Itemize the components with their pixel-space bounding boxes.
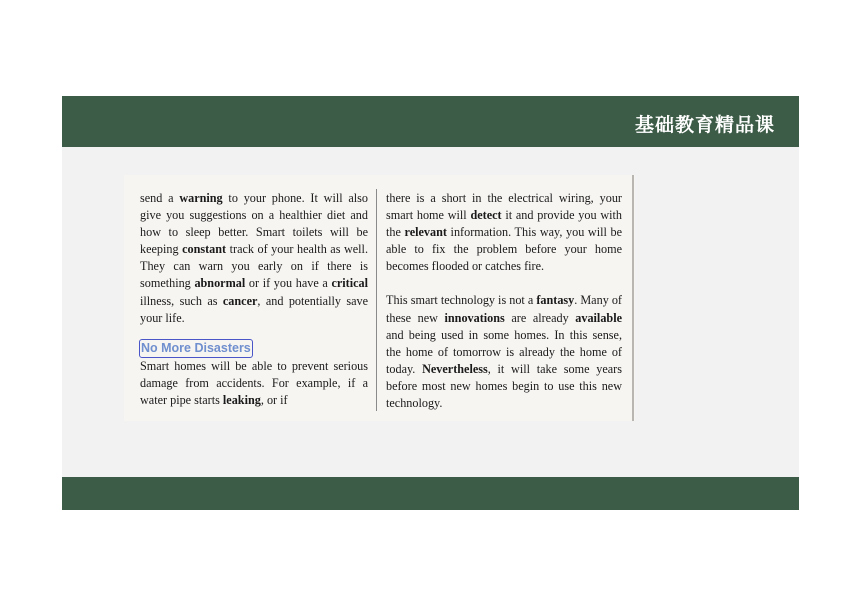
vocabulary-word: relevant xyxy=(404,225,447,240)
vocabulary-word: Nevertheless xyxy=(422,361,488,376)
page-edge-shadow xyxy=(632,175,634,421)
vocabulary-word: constant xyxy=(182,242,227,257)
text-run: . Many of these new xyxy=(386,293,622,325)
vocabulary-word: warning xyxy=(179,191,223,205)
text-run: This smart technology is not a xyxy=(386,293,537,308)
text-run: to your phone. It will also give you suggestions on a healthier diet and how to sleep better. Smart toilets will be keeping xyxy=(140,191,369,257)
text-run: , and potentially save your life. xyxy=(140,293,368,325)
vocabulary-word: abnormal xyxy=(194,276,246,291)
vocabulary-word: critical xyxy=(331,276,368,291)
vocabulary-word: cancer xyxy=(222,293,258,308)
text-run: Smart homes will be able to prevent serious damage from accidents. For example, if a water pipe starts xyxy=(140,358,368,407)
slide xyxy=(62,96,799,510)
vocabulary-word: leaking xyxy=(222,392,261,407)
vocabulary-word: available xyxy=(575,310,622,325)
header-bar xyxy=(62,96,799,147)
left-column xyxy=(140,190,368,409)
paragraph-health xyxy=(140,190,368,327)
paragraph-fantasy xyxy=(386,292,622,412)
paragraph-gap xyxy=(386,275,622,292)
text-run: send a xyxy=(140,191,180,205)
textbook-page-image xyxy=(124,175,635,421)
brand-title: 基础教育精品课 xyxy=(634,114,775,136)
column-divider xyxy=(376,189,377,411)
text-run: , it will take some years before most new homes begin to use this new technology. xyxy=(386,361,622,411)
section-heading-no-more-disasters: No More Disasters xyxy=(139,339,253,358)
footer-bar xyxy=(62,477,799,510)
text-run: track of your health as well. They can warn you early on if there is something xyxy=(140,242,368,291)
paragraph-wiring xyxy=(386,190,622,275)
paragraph-disasters xyxy=(140,358,368,409)
vocabulary-word: fantasy xyxy=(536,293,575,308)
text-run: or if you have a xyxy=(245,276,332,291)
text-run: there is a short in the electrical wiring, your smart home will xyxy=(386,191,622,223)
vocabulary-word: detect xyxy=(470,208,502,223)
text-run: it and provide you with the xyxy=(386,208,623,240)
text-run: and being used in some homes. In this sense, the home of tomorrow is already the home of today. xyxy=(386,327,622,376)
text-run: illness, such as xyxy=(140,293,223,308)
right-column xyxy=(386,190,622,412)
text-run: information. This way, you will be able to fix the problem before your home becomes flooded or catches fire. xyxy=(386,225,622,274)
text-run: , or if xyxy=(260,392,288,407)
text-run: are already xyxy=(504,310,576,325)
vocabulary-word: innovations xyxy=(444,310,505,325)
